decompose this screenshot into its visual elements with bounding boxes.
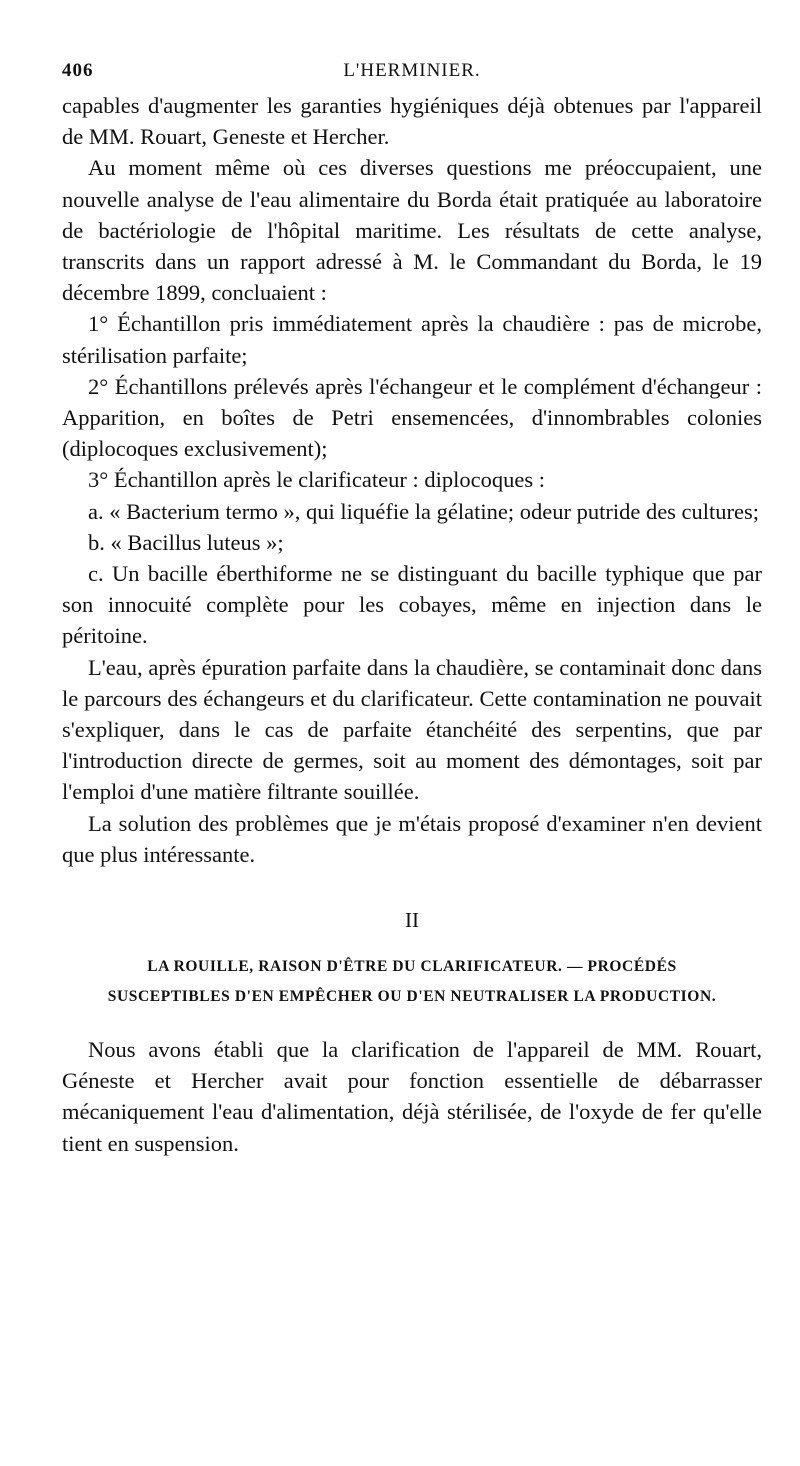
list-item-sub-b: b. « Bacillus luteus »; <box>88 529 284 555</box>
section-title <box>62 952 762 1012</box>
section-title-line-1: LA ROUILLE, RAISON D'ÊTRE DU CLARIFICATEUR. — PROCÉDÉS <box>147 958 677 976</box>
body-text <box>62 90 762 870</box>
paragraph-conclusion: La solution des problèmes que je m'étais proposé d'examiner n'en devient que plus intéressante. <box>62 810 762 867</box>
section-title-line-2: SUSCEPTIBLES D'EN EMPÊCHER OU D'EN NEUTRALISER LA PRODUCTION. <box>107 988 717 1006</box>
running-title: L'HERMINIER. <box>343 60 481 81</box>
list-item-sample-1: 1° Échantillon pris immédiatement après la chaudière : pas de microbe, stérilisation parfaite; <box>62 311 762 368</box>
list-item-sub-c: c. Un bacille éberthiforme ne se distinguant du bacille typhique que par son innocuité complète pour les cobayes, même en injection dans le péritoine. <box>62 561 762 649</box>
paragraph-clarification: Nous avons établi que la clarification de l'appareil de MM. Rouart, Géneste et Hercher avait pour fonction essentielle de débarrasser mécaniquement l'eau d'alimentation, déjà stérilisée, de l'oxyde de fer qu'elle tient en suspension. <box>62 1037 762 1156</box>
section-body-text <box>62 1034 762 1159</box>
list-item-sample-2: 2° Échantillons prélevés après l'échangeur et le complément d'échangeur : Apparition, en boîtes de Petri ensemencées, d'innombrables colonies (diplocoques exclusivement); <box>62 373 762 462</box>
paragraph-analysis-intro: Au moment même où ces diverses questions me préoccupaient, une nouvelle analyse de l'eau alimentaire du Borda était pratiquée au laboratoire de bactériologie de l'hôpital maritime. Les résultats de cette analyse, transcrits dans un rapport adressé à M. le Commandant du Borda, le 19 décembre 1899, concluaient : <box>62 155 762 306</box>
list-item-sample-3: 3° Échantillon après le clarificateur : diplocoques : <box>88 467 545 493</box>
paragraph-contamination: L'eau, après épuration parfaite dans la chaudière, se contaminait donc dans le parcours des échangeurs et du clarificateur. Cette contamination ne pouvait s'expliquer, dans le cas de parfaite étanchéité des serpentins, que par l'introduction directe de germes, soit au moment des démontages, soit par l'emploi d'une matière filtrante souillée. <box>62 654 762 805</box>
section-number: II <box>405 908 419 933</box>
list-item-sub-a: a. « Bacterium termo », qui liquéfie la gélatine; odeur putride des cultures; <box>88 498 760 524</box>
page-number: 406 <box>62 60 94 81</box>
paragraph-continuation: capables d'augmenter les garanties hygiéniques déjà obtenues par l'appareil de MM. Rouart, Geneste et Hercher. <box>62 93 762 150</box>
book-page <box>62 56 762 1159</box>
running-head <box>62 56 762 90</box>
